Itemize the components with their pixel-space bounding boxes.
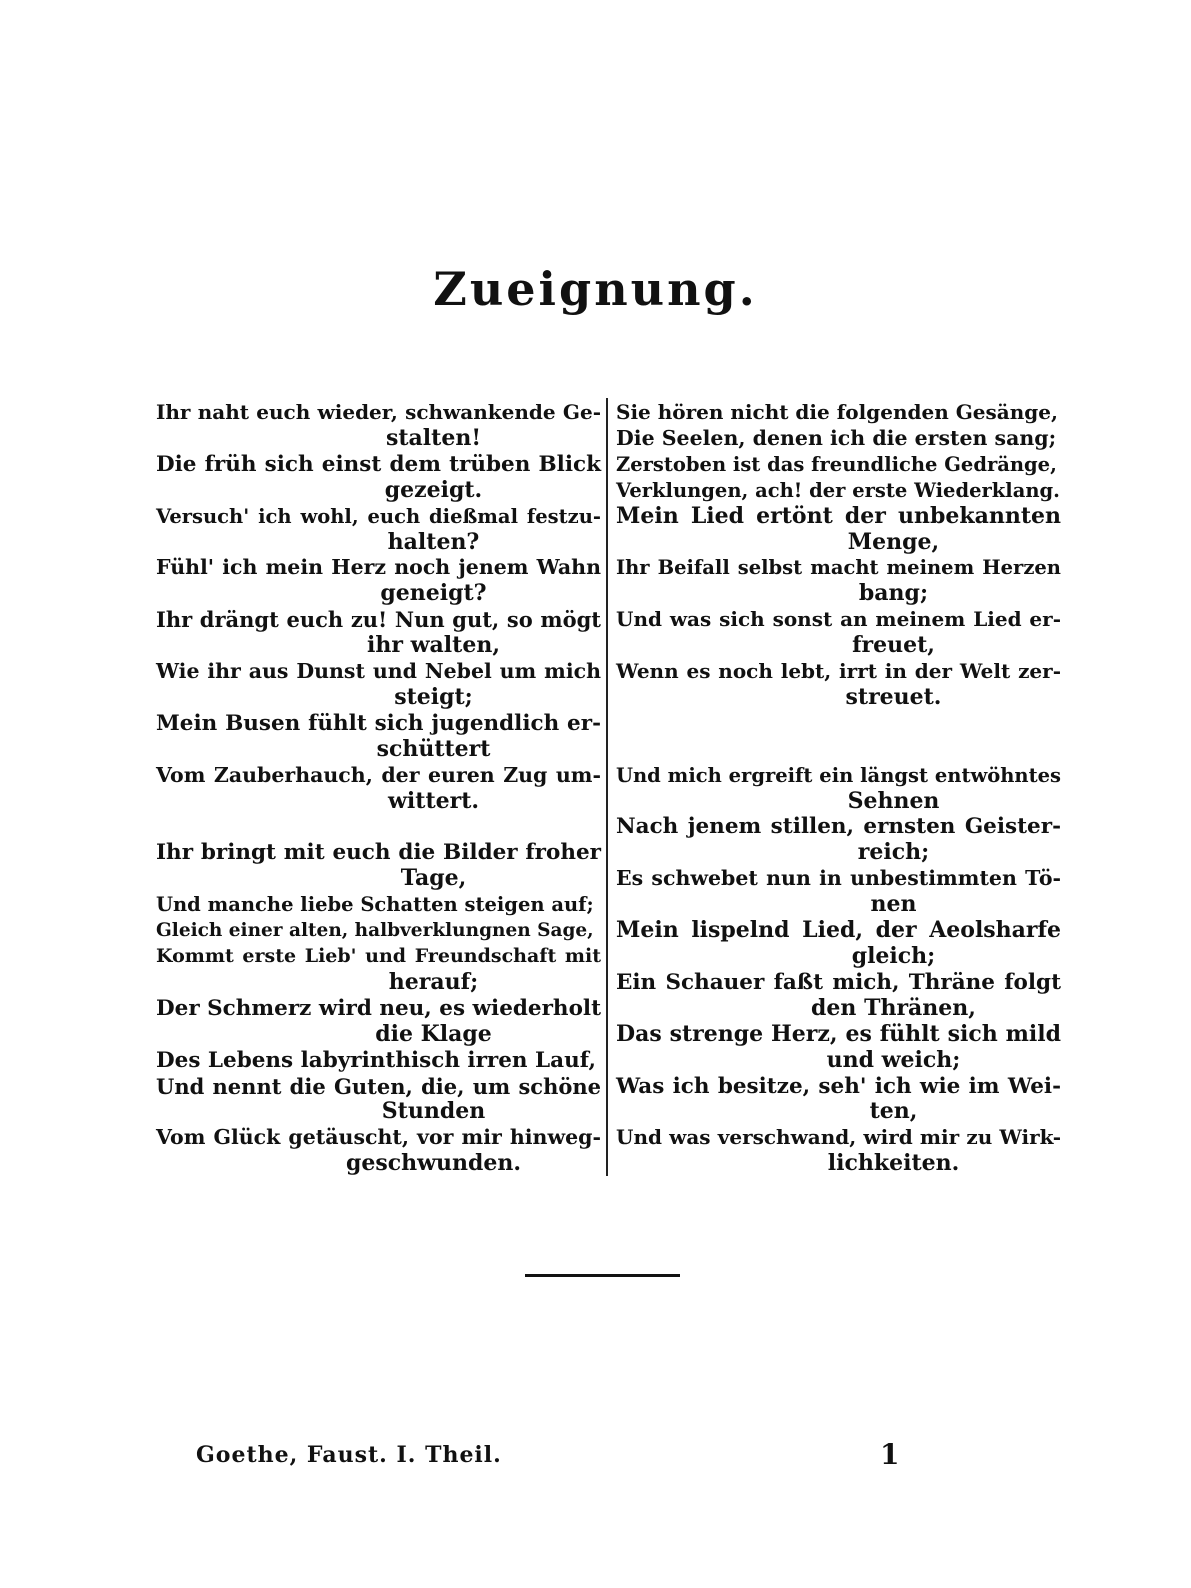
verse-line-continuation: wittert. (387, 787, 480, 814)
verse-line: Zerstoben ist das freundliche Gedränge, (616, 452, 1057, 476)
left-poem-column (156, 400, 601, 1177)
verse-line-continuation: gezeigt. (384, 476, 483, 503)
verse-line-continuation: freuet, (852, 632, 935, 659)
verse-line: Mein lispelnd Lied, der Aeolsharfe (616, 917, 1061, 944)
column-divider (606, 398, 608, 1176)
verse-line-continuation: stalten! (386, 424, 481, 451)
verse-line: Mein Lied ertönt der unbekannten (616, 502, 1061, 529)
verse-line: Ihr bringt mit euch die Bilder froher (156, 840, 601, 866)
verse-line: Und was sich sonst an meinem Lied er- (616, 607, 1061, 632)
verse-line-continuation: schüttert (376, 735, 491, 762)
verse-line: Vom Zauberhauch, der euren Zug um- (156, 762, 601, 787)
verse-line: Mein Busen fühlt sich jugendlich er- (156, 710, 601, 736)
verse-line-continuation: Menge, (847, 528, 940, 555)
verse-line-continuation: und weich; (826, 1046, 961, 1073)
verse-line: Fühl' ich mein Herz noch jenem Wahn (156, 555, 601, 580)
verse-line: Die früh sich einst dem trüben Blick (156, 451, 601, 477)
right-poem-column (616, 400, 1061, 1177)
footer-signature: Goethe, Faust. I. Theil. (196, 1442, 502, 1468)
verse-line-continuation: steigt; (394, 683, 473, 710)
verse-line-continuation: herauf; (388, 968, 479, 995)
verse-line-continuation: lichkeiten. (827, 1150, 960, 1177)
verse-line: Und nennt die Guten, die, um schöne (156, 1073, 601, 1099)
verse-line-continuation: nen (870, 891, 917, 918)
page-number: 1 (880, 1438, 900, 1471)
verse-line: Vom Glück getäuscht, vor mir hinweg- (156, 1125, 601, 1150)
verse-line: Was ich besitze, seh' ich wie im Wei- (616, 1073, 1061, 1099)
end-rule (525, 1274, 680, 1277)
verse-line: Ein Schauer faßt mich, Thräne folgt (616, 969, 1061, 995)
verse-line: Sie hören nicht die folgenden Gesänge, (616, 400, 1058, 424)
verse-line-continuation: Sehnen (847, 787, 940, 814)
verse-line: Und mich ergreift ein längst entwöhntes (616, 763, 1061, 787)
verse-line: Kommt erste Lieb' und Freundschaft mit (156, 945, 601, 968)
stanza-gap (156, 815, 601, 841)
verse-line-continuation: streuet. (845, 683, 942, 710)
verse-line-continuation: ten, (869, 1098, 918, 1125)
verse-line: Es schwebet nun in unbestimmten Tö- (616, 866, 1061, 891)
verse-line: Des Lebens labyrinthisch irren Lauf, (156, 1047, 596, 1073)
verse-line: Und was verschwand, wird mir zu Wirk- (616, 1125, 1061, 1150)
verse-line: Nach jenem stillen, ernsten Geister- (616, 814, 1061, 840)
stanza-gap (616, 737, 1061, 763)
verse-line: Wie ihr aus Dunst und Nebel um mich (156, 659, 601, 684)
verse-line-continuation: die Klage (375, 1020, 492, 1047)
verse-line-continuation: gleich; (851, 943, 936, 969)
verse-line-continuation: Stunden (381, 1098, 486, 1125)
verse-line-continuation: bang; (858, 580, 929, 607)
stanza-gap (616, 711, 1061, 737)
verse-line-continuation: ihr walten, (367, 632, 500, 659)
verse-line: Und manche liebe Schatten steigen auf; (156, 893, 594, 917)
verse-line: Das strenge Herz, es fühlt sich mild (616, 1020, 1061, 1047)
verse-line: Der Schmerz wird neu, es wiederholt (156, 995, 602, 1021)
verse-line: Ihr drängt euch zu! Nun gut, so mögt (156, 607, 601, 633)
verse-line: Ihr naht euch wieder, schwankende Ge- (156, 400, 601, 424)
verse-line-continuation: den Thränen, (811, 994, 976, 1021)
verse-line-continuation: Tage, (400, 865, 467, 892)
verse-line: Gleich einer alten, halbverklungnen Sage, (156, 920, 594, 942)
poem-title: Zueignung. (433, 262, 758, 316)
verse-line: Verklungen, ach! der erste Wiederklang. (616, 478, 1060, 502)
verse-line-continuation: reich; (857, 839, 930, 866)
verse-line-continuation: halten? (387, 528, 480, 555)
verse-line-continuation: geschwunden. (345, 1150, 522, 1177)
verse-line: Ihr Beifall selbst macht meinem Herzen (616, 556, 1061, 580)
verse-line: Wenn es noch lebt, irrt in der Welt zer- (616, 659, 1061, 684)
verse-line-continuation: geneigt? (380, 580, 487, 607)
verse-line: Die Seelen, denen ich die ersten sang; (616, 425, 1057, 450)
verse-line: Versuch' ich wohl, euch dießmal festzu- (156, 504, 601, 528)
